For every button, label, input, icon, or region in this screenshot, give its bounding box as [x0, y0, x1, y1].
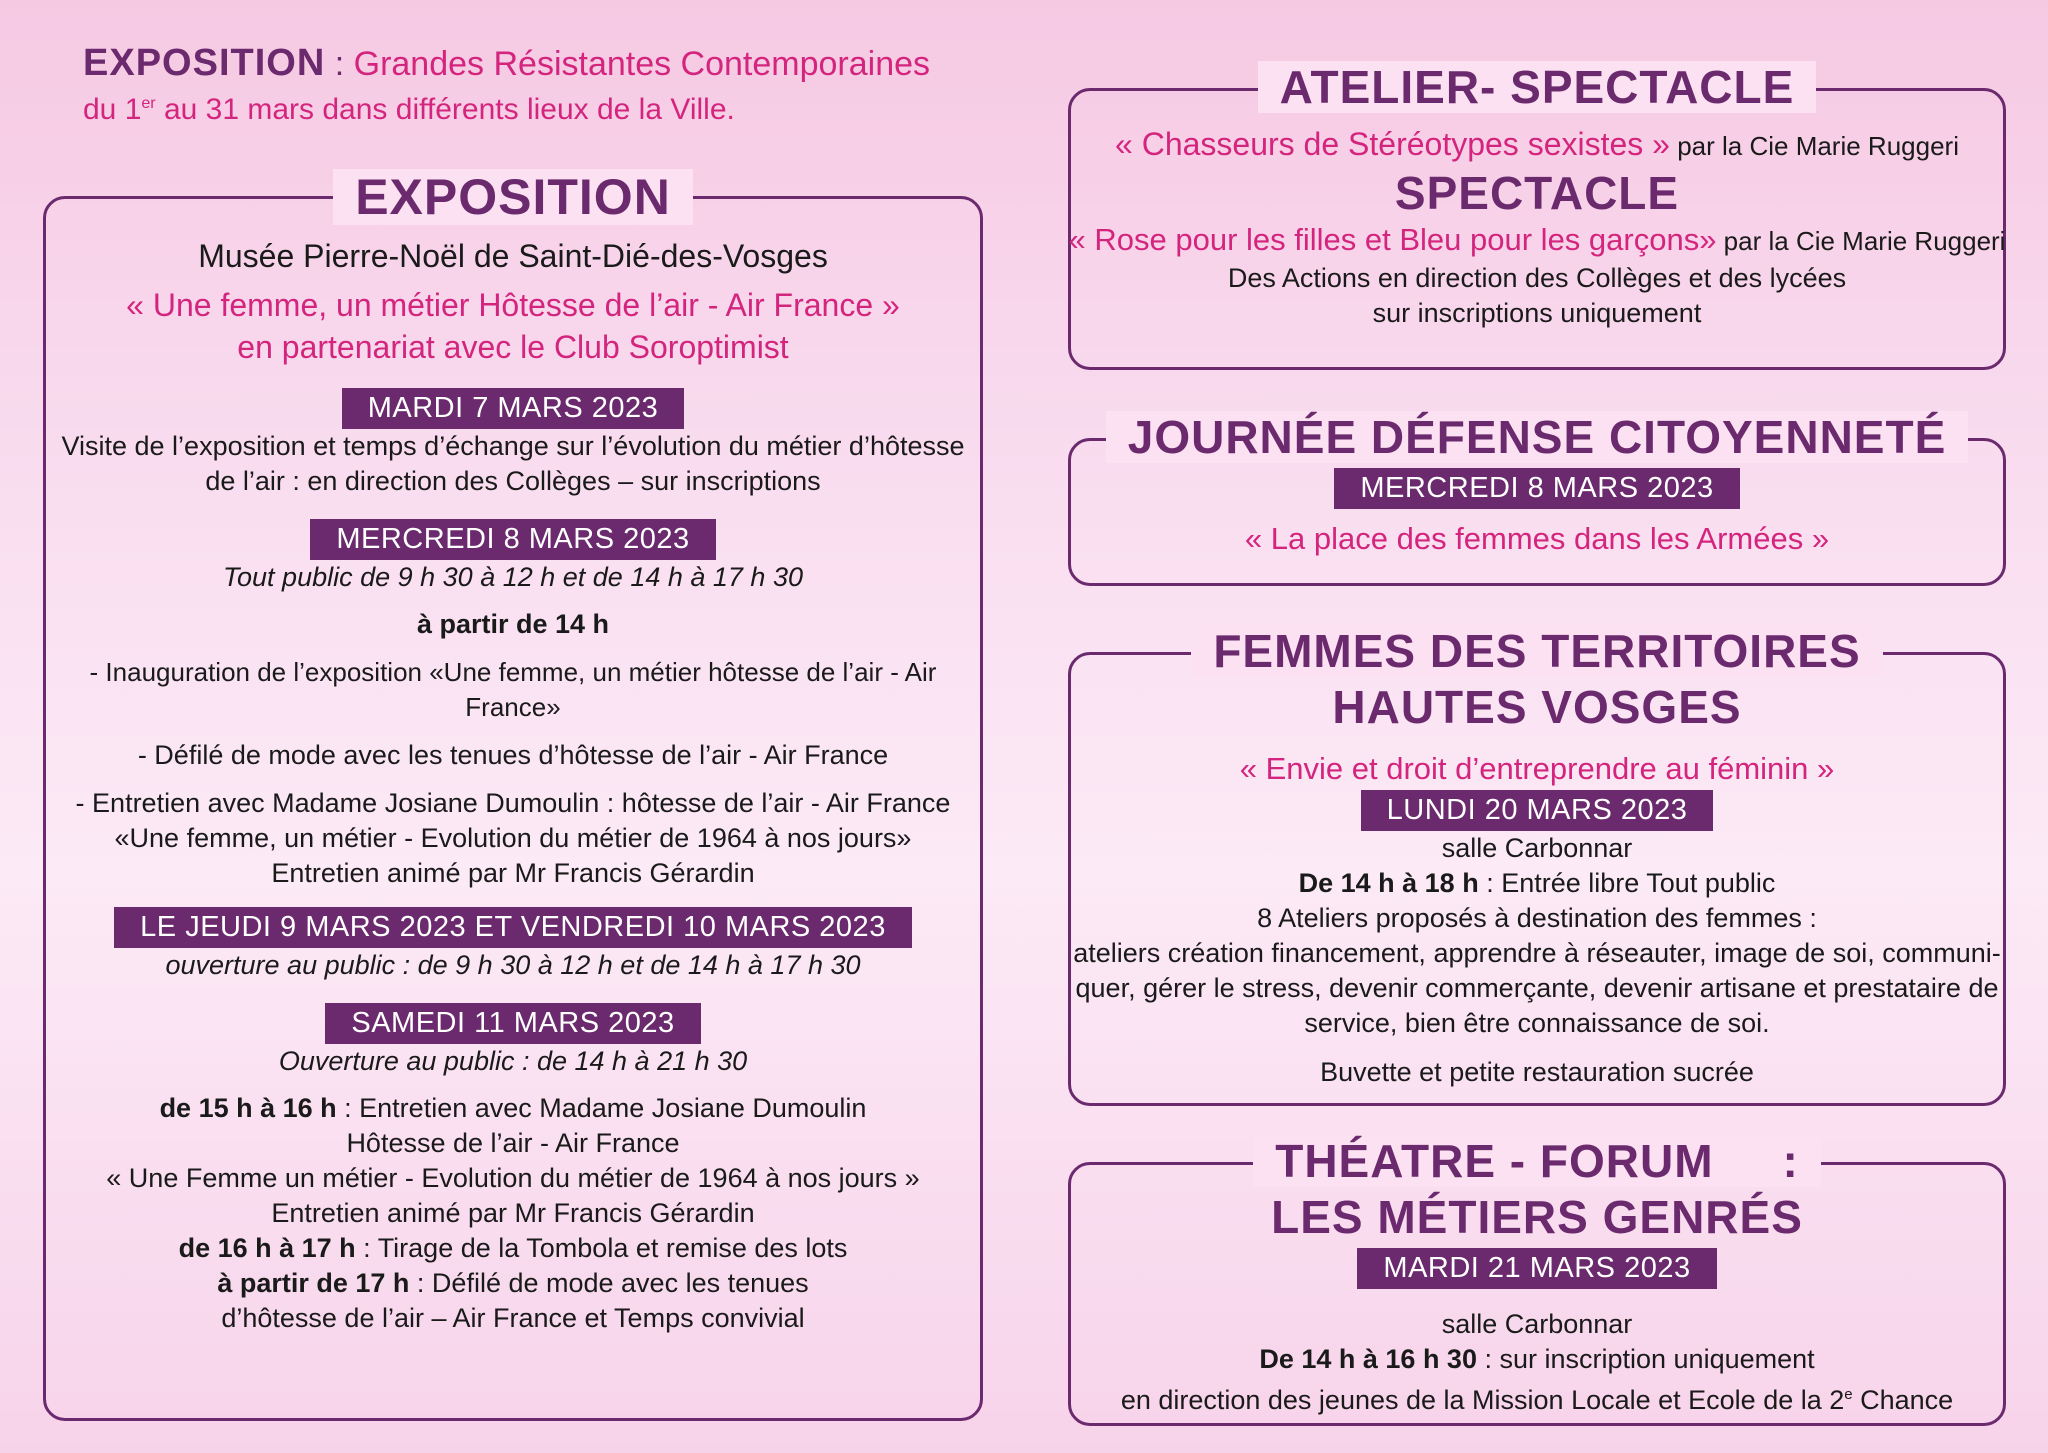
- date-badge-jdc: MERCREDI 8 MARS 2023: [1334, 468, 1739, 509]
- d3-hours: ouverture au public : de 9 h 30 à 12 h et de 14 h à 17 h 30: [165, 950, 861, 980]
- partner: en partenariat avec le Club Soroptimist: [237, 329, 789, 365]
- d4-time-3-text: : Défilé de mode avec les tenues: [409, 1268, 809, 1298]
- theatre-line-1: [1068, 1377, 2006, 1418]
- femmes-line-3: quer, gérer le stress, devenir commerçante, devenir artisane et prestataire de: [1075, 973, 1999, 1003]
- atelier-quote-1: « Chasseurs de Stéréotypes sexistes »: [1115, 126, 1670, 162]
- femmes-title-1: FEMMES DES TERRITOIRES: [1068, 624, 2006, 678]
- exposition-title: EXPOSITION: [43, 168, 983, 226]
- header-date-start: du 1: [83, 93, 142, 126]
- femmes-line-1: 8 Ateliers proposés à destination des femmes :: [1257, 903, 1817, 933]
- date-badge-mercredi-8: MERCREDI 8 MARS 2023: [310, 519, 715, 560]
- theatre-line-1-pre: en direction des jeunes de la Mission Locale et Ecole de la 2: [1120, 1385, 1845, 1415]
- d4-line-3: « Une Femme un métier - Evolution du métier de 1964 à nos jours »: [106, 1163, 920, 1193]
- d4-line-5: [43, 1231, 983, 1266]
- femmes-line-2: ateliers création financement, apprendre à réseauter, image de soi, communi-: [1073, 938, 2001, 968]
- femmes-line-5: Buvette et petite restauration sucrée: [1320, 1057, 1754, 1087]
- exhibit-quote: « Une femme, un métier Hôtesse de l’air - Air France »: [126, 287, 900, 323]
- d4-time-2-text: : Tirage de la Tombola et remise des lots: [355, 1233, 848, 1263]
- d4-hours: Ouverture au public : de 14 h à 21 h 30: [278, 1046, 748, 1076]
- theatre-time-text: : sur inscription uniquement: [1476, 1344, 1815, 1374]
- d4-line-4: Entretien animé par Mr Francis Gérardin: [271, 1198, 755, 1228]
- exposition-content: [43, 232, 983, 1336]
- femmes-title-2: HAUTES VOSGES: [1332, 681, 1742, 733]
- d2-hours: Tout public de 9 h 30 à 12 h et de 14 h à 17 h 30: [223, 562, 803, 592]
- atelier-quote-1-by: par la Cie Marie Ruggeri: [1669, 131, 1959, 161]
- theatre-line-1-post: Chance: [1852, 1385, 1954, 1415]
- d2-bullet-4: «Une femme, un métier - Evolution du métier de 1964 à nos jours»: [114, 823, 912, 853]
- d2-bullet-3: - Entretien avec Madame Josiane Dumoulin : hôtesse de l’air - Air France: [75, 788, 951, 818]
- atelier-line-1: [1068, 124, 2006, 166]
- femmes-time: De 14 h à 18 h: [1298, 868, 1479, 898]
- d2-from: à partir de 14 h: [416, 609, 610, 639]
- theatre-title-2: LES MÉTIERS GENRÉS: [1271, 1191, 1803, 1243]
- header-subtitle: Grandes Résistantes Contemporaines: [353, 45, 931, 83]
- atelier-line-2: [1068, 220, 2006, 261]
- theatre-time-line: [1068, 1342, 2006, 1377]
- theatre-place: salle Carbonnar: [1441, 1309, 1633, 1339]
- d2-bullet-1: - Inauguration de l’exposition «Une femme, un métier hôtesse de l’air - Air France»: [89, 657, 937, 722]
- theatre-line-1-sup: e: [1844, 1386, 1853, 1403]
- page-header: [83, 42, 983, 129]
- d4-time-3: à partir de 17 h: [217, 1268, 410, 1298]
- femmes-quote: « Envie et droit d’entreprendre au féminin »: [1239, 751, 1835, 786]
- jdc-title: JOURNÉE DÉFENSE CITOYENNETÉ: [1068, 410, 2006, 464]
- d4-time-1: de 15 h à 16 h: [159, 1093, 337, 1123]
- theatre-title-1: THÉATRE - FORUM :: [1068, 1134, 2006, 1188]
- d1-line-2: de l’air : en direction des Collèges – sur inscriptions: [205, 466, 821, 496]
- atelier-title: ATELIER- SPECTACLE: [1068, 60, 2006, 114]
- d4-line-7: d’hôtesse de l’air – Air France et Temps convivial: [221, 1303, 805, 1333]
- header-date-sup: er: [141, 95, 156, 112]
- date-badge-jeudi-vendredi: LE JEUDI 9 MARS 2023 ET VENDREDI 10 MARS 2023: [114, 907, 912, 948]
- d4-line-1: [43, 1091, 983, 1126]
- d4-line-2: Hôtesse de l’air - Air France: [346, 1128, 680, 1158]
- date-badge-samedi-11: SAMEDI 11 MARS 2023: [325, 1003, 700, 1044]
- femmes-place: salle Carbonnar: [1441, 833, 1633, 863]
- jdc-quote: « La place des femmes dans les Armées »: [1244, 521, 1830, 556]
- theatre-content: [1068, 1248, 2006, 1418]
- date-badge-mardi-21: MARDI 21 MARS 2023: [1357, 1248, 1716, 1289]
- date-badge-lundi-20: LUNDI 20 MARS 2023: [1361, 790, 1714, 831]
- d4-time-1-text: : Entretien avec Madame Josiane Dumoulin: [336, 1093, 867, 1123]
- header-date-end: au 31 mars dans différents lieux de la Ville.: [155, 93, 735, 126]
- header-line-2: [83, 85, 983, 129]
- theatre-time: De 14 h à 16 h 30: [1259, 1344, 1477, 1374]
- atelier-quote-2: « Rose pour les filles et Bleu pour les garçons»: [1068, 222, 1717, 257]
- atelier-line-3: Des Actions en direction des Collèges et des lycées: [1227, 263, 1847, 293]
- header-label: EXPOSITION: [83, 42, 326, 84]
- venue: Musée Pierre-Noël de Saint-Dié-des-Vosges: [198, 238, 828, 274]
- d2-bullet-2: - Défilé de mode avec les tenues d’hôtesse de l’air - Air France: [137, 740, 889, 770]
- header-line-1: [83, 42, 983, 85]
- d4-line-6: [43, 1266, 983, 1301]
- atelier-quote-2-by: par la Cie Marie Ruggeri: [1716, 226, 2006, 256]
- femmes-content: [1068, 748, 2006, 1090]
- femmes-time-text: : Entrée libre Tout public: [1478, 868, 1776, 898]
- d2-bullet-5: Entretien animé par Mr Francis Gérardin: [271, 858, 755, 888]
- header-separator: :: [325, 45, 354, 83]
- femmes-time-line: [1068, 866, 2006, 901]
- atelier-content: [1068, 124, 2006, 331]
- atelier-line-4: sur inscriptions uniquement: [1372, 298, 1702, 328]
- d1-line-1: Visite de l’exposition et temps d’échange sur l’évolution du métier d’hôtesse: [61, 431, 965, 461]
- jdc-content: [1068, 468, 2006, 559]
- spectacle-subtitle: SPECTACLE: [1394, 167, 1680, 219]
- femmes-line-4: service, bien être connaissance de soi.: [1304, 1008, 1770, 1038]
- date-badge-mardi-7: MARDI 7 MARS 2023: [342, 388, 685, 429]
- d4-time-2: de 16 h à 17 h: [178, 1233, 356, 1263]
